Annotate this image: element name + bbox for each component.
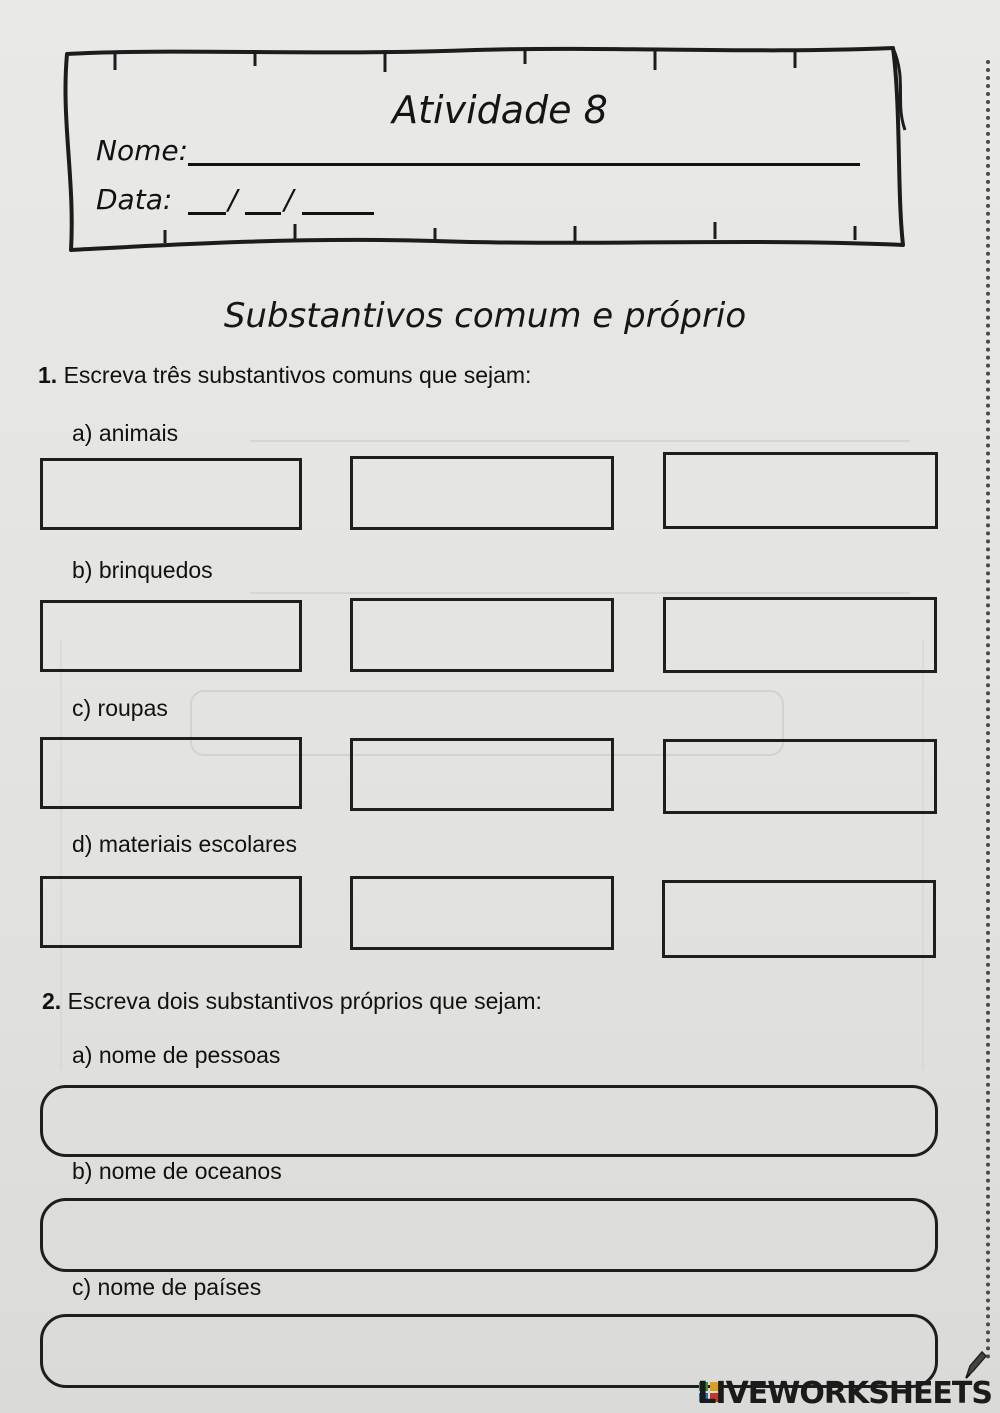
date-separator: /: [228, 183, 238, 216]
question-1: [38, 362, 531, 389]
q2-item-label: b) nome de oceanos: [72, 1158, 282, 1184]
question-2-text: Escreva dois substantivos próprios que sejam:: [67, 988, 542, 1014]
answer-field-ocean-names[interactable]: [40, 1198, 938, 1272]
answer-box-toy-3[interactable]: [663, 597, 937, 673]
answer-box-school-supply-1[interactable]: [40, 876, 302, 948]
q2-item-label: c) nome de países: [72, 1274, 262, 1300]
date-separator: /: [284, 183, 294, 216]
q1-item-label: b) brinquedos: [72, 557, 213, 583]
answer-box-clothing-1[interactable]: [40, 737, 302, 809]
answer-box-school-supply-3[interactable]: [662, 880, 936, 958]
question-2-number: 2.: [42, 988, 62, 1014]
name-label: Nome:: [96, 134, 189, 167]
date-day-field[interactable]: [188, 212, 226, 215]
answer-box-animal-1[interactable]: [40, 458, 302, 530]
answer-box-school-supply-2[interactable]: [350, 876, 614, 950]
q1-item-label: c) roupas: [72, 695, 168, 721]
question-1-number: 1.: [38, 362, 58, 388]
answer-box-toy-2[interactable]: [350, 598, 614, 672]
q1-item-label: d) materiais escolares: [72, 831, 297, 857]
answer-box-clothing-3[interactable]: [663, 739, 937, 814]
date-month-field[interactable]: [245, 212, 281, 215]
q1-item-label: a) animais: [72, 420, 179, 446]
question-1-text: Escreva três substantivos comuns que sejam:: [63, 362, 532, 388]
date-year-field[interactable]: [302, 212, 374, 215]
liveworksheets-brand: LIVEWORKSHEETS: [697, 1376, 992, 1411]
question-2: [42, 988, 542, 1015]
activity-title: Atividade 8: [392, 88, 608, 132]
name-field[interactable]: [188, 163, 860, 166]
section-heading: Substantivos comum e próprio: [223, 296, 747, 336]
answer-box-toy-1[interactable]: [40, 600, 302, 672]
date-label: Data:: [96, 183, 173, 216]
answer-box-animal-3[interactable]: [663, 452, 938, 529]
answer-field-person-names[interactable]: [40, 1085, 938, 1157]
perforation-edge: [986, 60, 990, 1360]
answer-box-clothing-2[interactable]: [350, 738, 614, 811]
answer-box-animal-2[interactable]: [350, 456, 614, 530]
q2-item-label: a) nome de pessoas: [72, 1042, 281, 1068]
